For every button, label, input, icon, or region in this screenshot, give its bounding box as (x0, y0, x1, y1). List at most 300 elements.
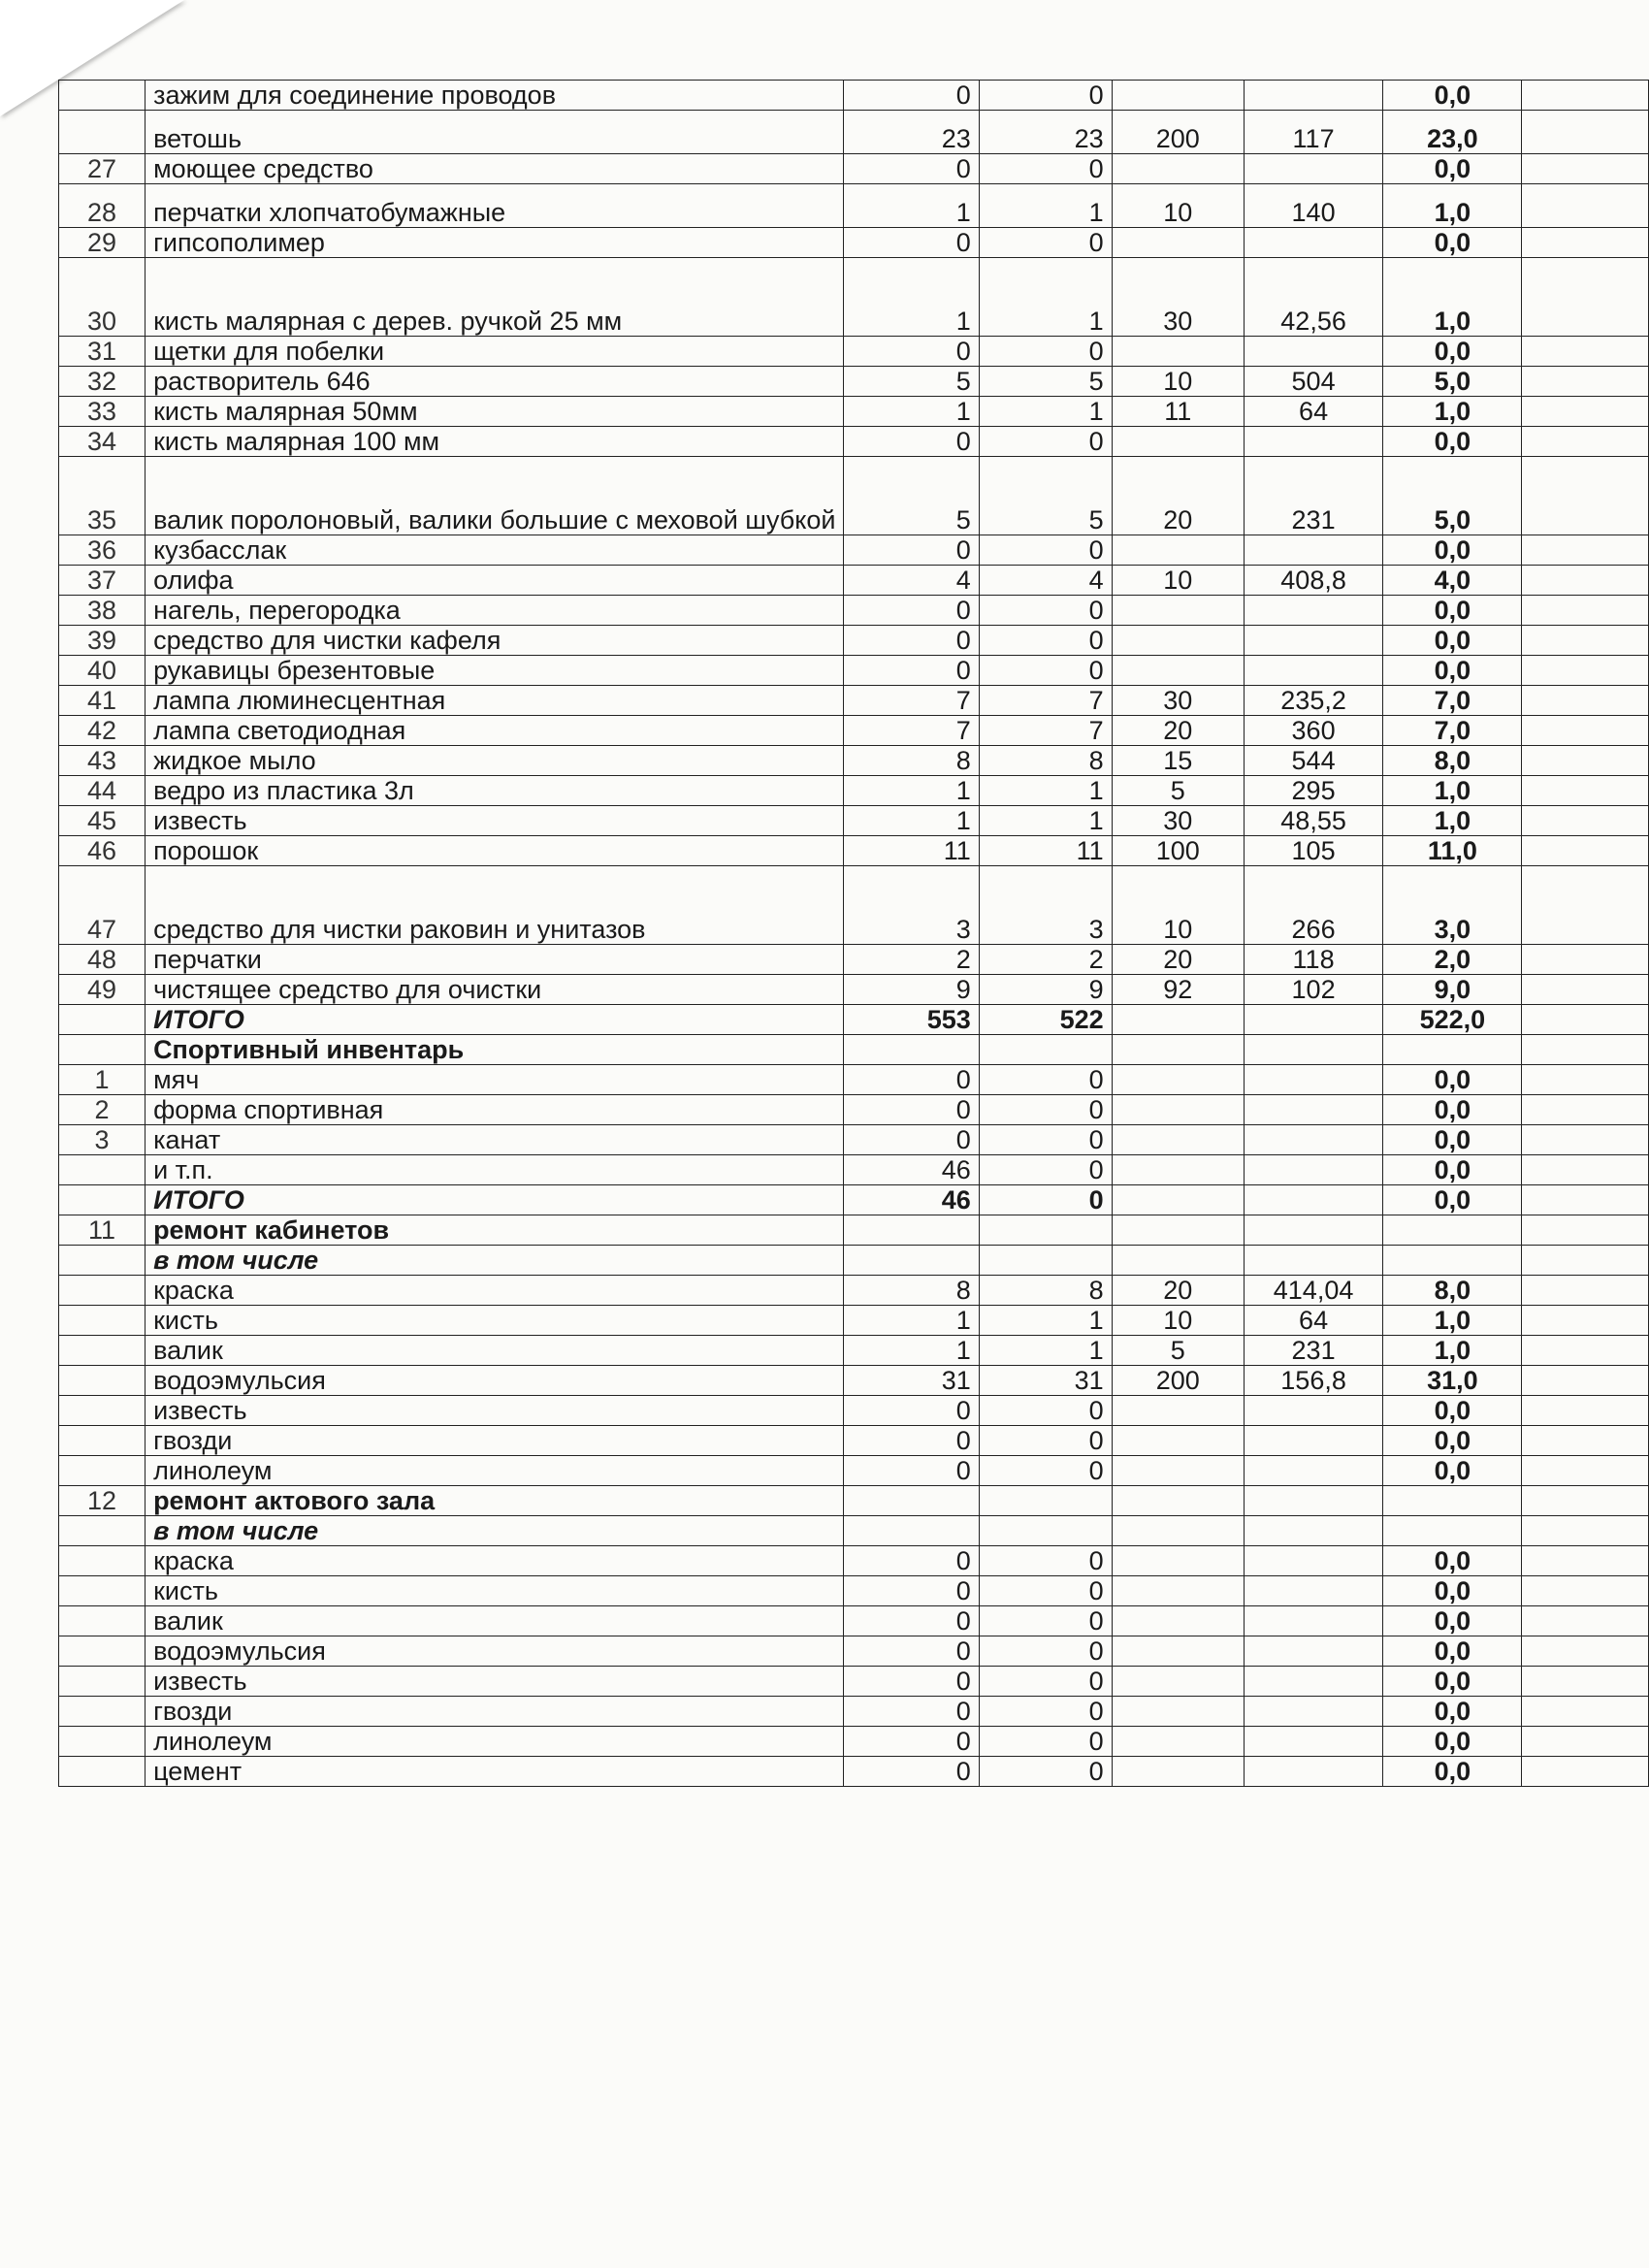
total-value: 1,0 (1383, 1336, 1522, 1366)
quantity-1: 1 (844, 1306, 979, 1336)
total-value: 8,0 (1383, 1276, 1522, 1306)
row-number: 29 (59, 228, 146, 258)
item-name: кисть малярная с дерев. ручкой 25 мм (146, 258, 844, 337)
row-number: 28 (59, 184, 146, 228)
quantity-3: 10 (1112, 184, 1244, 228)
quantity-3 (1112, 1125, 1244, 1155)
price (1244, 1516, 1383, 1546)
quantity-3 (1112, 427, 1244, 457)
quantity-1: 0 (844, 656, 979, 686)
total-value (1383, 1246, 1522, 1276)
total-value: 1,0 (1383, 1306, 1522, 1336)
quantity-3: 20 (1112, 945, 1244, 975)
quantity-1: 0 (844, 81, 979, 111)
total-value: 0,0 (1383, 1727, 1522, 1757)
quantity-1 (844, 1035, 979, 1065)
quantity-3 (1112, 596, 1244, 626)
quantity-2: 0 (979, 1185, 1112, 1215)
price (1244, 1636, 1383, 1667)
empty-cell (1522, 81, 1649, 111)
price (1244, 1396, 1383, 1426)
item-name: канат (146, 1125, 844, 1155)
quantity-3 (1112, 1155, 1244, 1185)
total-value: 0,0 (1383, 1185, 1522, 1215)
item-name: валик (146, 1336, 844, 1366)
quantity-2: 7 (979, 716, 1112, 746)
total-value: 0,0 (1383, 626, 1522, 656)
total-value: 0,0 (1383, 1396, 1522, 1426)
price: 414,04 (1244, 1276, 1383, 1306)
empty-cell (1522, 1005, 1649, 1035)
quantity-1: 8 (844, 1276, 979, 1306)
table-row (59, 397, 1649, 427)
total-value: 0,0 (1383, 596, 1522, 626)
table-row (59, 776, 1649, 806)
item-name: линолеум (146, 1727, 844, 1757)
empty-cell (1522, 1576, 1649, 1606)
quantity-1: 0 (844, 1636, 979, 1667)
quantity-2: 1 (979, 258, 1112, 337)
row-number: 11 (59, 1215, 146, 1246)
total-value: 1,0 (1383, 258, 1522, 337)
empty-cell (1522, 1456, 1649, 1486)
quantity-1: 9 (844, 975, 979, 1005)
item-name: известь (146, 1396, 844, 1426)
price (1244, 1456, 1383, 1486)
quantity-1 (844, 1486, 979, 1516)
total-value (1383, 1516, 1522, 1546)
quantity-3 (1112, 1486, 1244, 1516)
quantity-1: 7 (844, 716, 979, 746)
table-row (59, 1065, 1649, 1095)
quantity-2: 5 (979, 367, 1112, 397)
empty-cell (1522, 367, 1649, 397)
empty-cell (1522, 258, 1649, 337)
row-number: 34 (59, 427, 146, 457)
table-row (59, 1516, 1649, 1546)
row-number (59, 1757, 146, 1787)
price (1244, 1125, 1383, 1155)
row-number: 49 (59, 975, 146, 1005)
quantity-3 (1112, 1697, 1244, 1727)
table-row (59, 154, 1649, 184)
quantity-1: 8 (844, 746, 979, 776)
total-value: 1,0 (1383, 397, 1522, 427)
table-row (59, 427, 1649, 457)
empty-cell (1522, 1636, 1649, 1667)
item-name: известь (146, 806, 844, 836)
empty-cell (1522, 746, 1649, 776)
quantity-3: 92 (1112, 975, 1244, 1005)
table-row (59, 945, 1649, 975)
quantity-2: 2 (979, 945, 1112, 975)
item-name: кузбасслак (146, 535, 844, 566)
row-number: 40 (59, 656, 146, 686)
quantity-1: 7 (844, 686, 979, 716)
quantity-2: 0 (979, 1065, 1112, 1095)
quantity-2 (979, 1246, 1112, 1276)
row-number: 27 (59, 154, 146, 184)
quantity-1: 5 (844, 367, 979, 397)
empty-cell (1522, 866, 1649, 945)
quantity-1: 0 (844, 1606, 979, 1636)
price (1244, 1727, 1383, 1757)
price (1244, 1576, 1383, 1606)
table-row (59, 228, 1649, 258)
quantity-3 (1112, 1246, 1244, 1276)
empty-cell (1522, 975, 1649, 1005)
total-value: 0,0 (1383, 1155, 1522, 1185)
price: 117 (1244, 111, 1383, 154)
quantity-1: 0 (844, 1456, 979, 1486)
quantity-3 (1112, 1095, 1244, 1125)
empty-cell (1522, 111, 1649, 154)
row-number (59, 1697, 146, 1727)
table-row (59, 1246, 1649, 1276)
quantity-3 (1112, 626, 1244, 656)
price (1244, 1065, 1383, 1095)
quantity-1: 46 (844, 1155, 979, 1185)
item-name: в том числе (146, 1516, 844, 1546)
quantity-3 (1112, 535, 1244, 566)
price (1244, 626, 1383, 656)
price: 42,56 (1244, 258, 1383, 337)
quantity-3: 100 (1112, 836, 1244, 866)
empty-cell (1522, 1276, 1649, 1306)
quantity-1: 5 (844, 457, 979, 535)
quantity-1: 0 (844, 626, 979, 656)
row-number (59, 81, 146, 111)
empty-cell (1522, 806, 1649, 836)
row-number: 32 (59, 367, 146, 397)
row-number (59, 1005, 146, 1035)
quantity-3: 10 (1112, 1306, 1244, 1336)
empty-cell (1522, 1306, 1649, 1336)
quantity-3 (1112, 1727, 1244, 1757)
item-name: порошок (146, 836, 844, 866)
total-value: 0,0 (1383, 1426, 1522, 1456)
row-number (59, 1667, 146, 1697)
price (1244, 1095, 1383, 1125)
quantity-3 (1112, 1516, 1244, 1546)
empty-cell (1522, 457, 1649, 535)
table-row (59, 184, 1649, 228)
price: 231 (1244, 457, 1383, 535)
quantity-1: 553 (844, 1005, 979, 1035)
price: 118 (1244, 945, 1383, 975)
table-row (59, 1396, 1649, 1426)
quantity-2: 0 (979, 1426, 1112, 1456)
quantity-3: 20 (1112, 457, 1244, 535)
table-row (59, 367, 1649, 397)
quantity-1 (844, 1215, 979, 1246)
table-row (59, 1576, 1649, 1606)
empty-cell (1522, 154, 1649, 184)
price (1244, 1215, 1383, 1246)
total-value: 0,0 (1383, 81, 1522, 111)
price: 504 (1244, 367, 1383, 397)
total-value: 0,0 (1383, 154, 1522, 184)
item-name: лампа светодиодная (146, 716, 844, 746)
price: 64 (1244, 397, 1383, 427)
table-row (59, 1095, 1649, 1125)
item-name: в том числе (146, 1246, 844, 1276)
quantity-1: 46 (844, 1185, 979, 1215)
quantity-1: 31 (844, 1366, 979, 1396)
table-row (59, 1306, 1649, 1336)
item-name: зажим для соединение проводов (146, 81, 844, 111)
table-row (59, 1215, 1649, 1246)
item-name: линолеум (146, 1456, 844, 1486)
row-number: 47 (59, 866, 146, 945)
item-name: средство для чистки раковин и унитазов (146, 866, 844, 945)
quantity-2: 0 (979, 596, 1112, 626)
table-row (59, 1035, 1649, 1065)
item-name: водоэмульсия (146, 1366, 844, 1396)
row-number (59, 1426, 146, 1456)
quantity-3: 200 (1112, 1366, 1244, 1396)
quantity-1: 3 (844, 866, 979, 945)
item-name: ИТОГО (146, 1185, 844, 1215)
row-number (59, 1636, 146, 1667)
row-number (59, 1306, 146, 1336)
quantity-3: 5 (1112, 1336, 1244, 1366)
quantity-3: 20 (1112, 716, 1244, 746)
table-row (59, 1606, 1649, 1636)
table-row (59, 111, 1649, 154)
quantity-3 (1112, 228, 1244, 258)
quantity-2: 0 (979, 1396, 1112, 1426)
table-row (59, 716, 1649, 746)
quantity-1: 0 (844, 1125, 979, 1155)
empty-cell (1522, 716, 1649, 746)
price (1244, 337, 1383, 367)
table-row (59, 596, 1649, 626)
price: 140 (1244, 184, 1383, 228)
price (1244, 228, 1383, 258)
row-number: 1 (59, 1065, 146, 1095)
row-number: 46 (59, 836, 146, 866)
quantity-2: 0 (979, 1125, 1112, 1155)
price (1244, 1035, 1383, 1065)
item-name: форма спортивная (146, 1095, 844, 1125)
quantity-2: 0 (979, 626, 1112, 656)
price: 64 (1244, 1306, 1383, 1336)
table-row (59, 975, 1649, 1005)
empty-cell (1522, 1065, 1649, 1095)
table-row (59, 626, 1649, 656)
total-value: 23,0 (1383, 111, 1522, 154)
price: 105 (1244, 836, 1383, 866)
quantity-1: 0 (844, 1576, 979, 1606)
item-name: рукавицы брезентовые (146, 656, 844, 686)
empty-cell (1522, 228, 1649, 258)
table-row (59, 1636, 1649, 1667)
total-value: 9,0 (1383, 975, 1522, 1005)
quantity-3 (1112, 1065, 1244, 1095)
row-number: 41 (59, 686, 146, 716)
quantity-2: 8 (979, 1276, 1112, 1306)
quantity-3: 10 (1112, 566, 1244, 596)
quantity-2: 9 (979, 975, 1112, 1005)
total-value: 0,0 (1383, 1757, 1522, 1787)
quantity-1 (844, 1516, 979, 1546)
quantity-1: 0 (844, 1396, 979, 1426)
item-name: перчатки (146, 945, 844, 975)
row-number: 44 (59, 776, 146, 806)
price (1244, 1185, 1383, 1215)
table-row (59, 1185, 1649, 1215)
quantity-2: 4 (979, 566, 1112, 596)
total-value: 7,0 (1383, 716, 1522, 746)
quantity-2: 31 (979, 1366, 1112, 1396)
quantity-2: 0 (979, 154, 1112, 184)
total-value: 0,0 (1383, 228, 1522, 258)
table-row (59, 1426, 1649, 1456)
price (1244, 1486, 1383, 1516)
quantity-3 (1112, 81, 1244, 111)
item-name: жидкое мыло (146, 746, 844, 776)
empty-cell (1522, 427, 1649, 457)
row-number (59, 1366, 146, 1396)
quantity-1: 11 (844, 836, 979, 866)
empty-cell (1522, 776, 1649, 806)
quantity-1: 0 (844, 1065, 979, 1095)
quantity-2: 5 (979, 457, 1112, 535)
price (1244, 535, 1383, 566)
total-value: 0,0 (1383, 1697, 1522, 1727)
table-row (59, 1336, 1649, 1366)
item-name: валик (146, 1606, 844, 1636)
quantity-2 (979, 1035, 1112, 1065)
row-number: 38 (59, 596, 146, 626)
row-number: 12 (59, 1486, 146, 1516)
total-value: 0,0 (1383, 1606, 1522, 1636)
price: 266 (1244, 866, 1383, 945)
price (1244, 1606, 1383, 1636)
price (1244, 596, 1383, 626)
row-number: 33 (59, 397, 146, 427)
quantity-3 (1112, 1005, 1244, 1035)
item-name: нагель, перегородка (146, 596, 844, 626)
price: 360 (1244, 716, 1383, 746)
price (1244, 1667, 1383, 1697)
quantity-2: 0 (979, 1667, 1112, 1697)
item-name: ветошь (146, 111, 844, 154)
quantity-2: 1 (979, 776, 1112, 806)
price (1244, 1697, 1383, 1727)
quantity-2: 23 (979, 111, 1112, 154)
table-row (59, 1546, 1649, 1576)
item-name: известь (146, 1667, 844, 1697)
total-value: 0,0 (1383, 1546, 1522, 1576)
price: 102 (1244, 975, 1383, 1005)
item-name: ИТОГО (146, 1005, 844, 1035)
empty-cell (1522, 1486, 1649, 1516)
item-name: краска (146, 1276, 844, 1306)
quantity-2: 0 (979, 1155, 1112, 1185)
quantity-2: 1 (979, 806, 1112, 836)
item-name: ведро из пластика 3л (146, 776, 844, 806)
total-value: 0,0 (1383, 656, 1522, 686)
total-value: 0,0 (1383, 1456, 1522, 1486)
price (1244, 1005, 1383, 1035)
row-number: 36 (59, 535, 146, 566)
quantity-2: 0 (979, 228, 1112, 258)
total-value: 0,0 (1383, 1636, 1522, 1667)
quantity-2: 0 (979, 1095, 1112, 1125)
table-row (59, 866, 1649, 945)
item-name: гвозди (146, 1426, 844, 1456)
price (1244, 81, 1383, 111)
quantity-3: 30 (1112, 258, 1244, 337)
table-row (59, 1486, 1649, 1516)
table-row (59, 1757, 1649, 1787)
quantity-3 (1112, 1456, 1244, 1486)
quantity-2: 0 (979, 1697, 1112, 1727)
total-value: 0,0 (1383, 337, 1522, 367)
item-name: гвозди (146, 1697, 844, 1727)
item-name: растворитель 646 (146, 367, 844, 397)
price: 408,8 (1244, 566, 1383, 596)
item-name: кисть малярная 50мм (146, 397, 844, 427)
quantity-1: 0 (844, 596, 979, 626)
price: 544 (1244, 746, 1383, 776)
quantity-1: 0 (844, 1095, 979, 1125)
item-name: перчатки хлопчатобумажные (146, 184, 844, 228)
quantity-2: 522 (979, 1005, 1112, 1035)
quantity-3 (1112, 1396, 1244, 1426)
table-row (59, 1366, 1649, 1396)
quantity-3 (1112, 1035, 1244, 1065)
item-name: средство для чистки кафеля (146, 626, 844, 656)
row-number: 2 (59, 1095, 146, 1125)
row-number (59, 1396, 146, 1426)
quantity-1: 0 (844, 535, 979, 566)
table-row (59, 806, 1649, 836)
total-value: 4,0 (1383, 566, 1522, 596)
row-number: 45 (59, 806, 146, 836)
row-number: 39 (59, 626, 146, 656)
empty-cell (1522, 1697, 1649, 1727)
empty-cell (1522, 1095, 1649, 1125)
empty-cell (1522, 397, 1649, 427)
item-name: щетки для побелки (146, 337, 844, 367)
price (1244, 1757, 1383, 1787)
total-value: 0,0 (1383, 1095, 1522, 1125)
quantity-1: 2 (844, 945, 979, 975)
inventory-table-body (59, 81, 1649, 1787)
quantity-1: 1 (844, 397, 979, 427)
item-name: кисть (146, 1576, 844, 1606)
table-row (59, 836, 1649, 866)
quantity-3 (1112, 1185, 1244, 1215)
empty-cell (1522, 566, 1649, 596)
total-value: 0,0 (1383, 1125, 1522, 1155)
total-value: 522,0 (1383, 1005, 1522, 1035)
inventory-table (58, 80, 1649, 1787)
empty-cell (1522, 1246, 1649, 1276)
quantity-1: 1 (844, 806, 979, 836)
row-number (59, 1727, 146, 1757)
empty-cell (1522, 337, 1649, 367)
row-number (59, 1185, 146, 1215)
table-row (59, 1456, 1649, 1486)
table-row (59, 1697, 1649, 1727)
item-name: кисть малярная 100 мм (146, 427, 844, 457)
quantity-1: 0 (844, 1546, 979, 1576)
table-row (59, 457, 1649, 535)
